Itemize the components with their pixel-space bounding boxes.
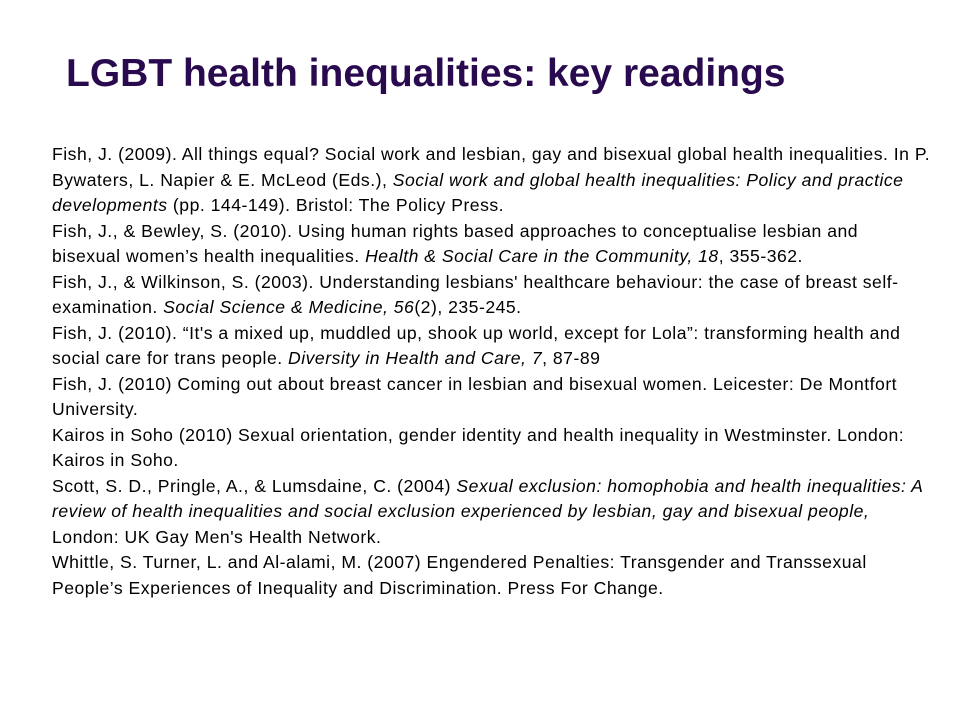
reference-italic-text: Social work and global health inequalities: Policy and practice developments [52,169,904,215]
reference-text: , 87-89 [542,348,601,368]
reference-item [52,550,932,601]
reference-italic-text: Sexual exclusion: homophobia and health inequalities: A review of health inequalities and social exclusion experienced by lesbian, gay and bisexual people, [52,475,923,521]
reference-item [52,219,932,270]
reference-text: Whittle, S. Turner, L. and Al-alami, M. (2007) Engendered Penalties: Transgender and Transsexual People’s Experiences of Inequality and Discrimination. Press For Change. [52,552,867,598]
reference-item [52,270,932,321]
reference-item [52,321,932,372]
reference-italic-text: Health & Social Care in the Community, 18 [365,246,719,266]
slide-title: LGBT health inequalities: key readings [66,52,786,95]
reference-item [52,474,932,551]
reference-item [52,142,932,219]
reference-text: Scott, S. D., Pringle, A., & Lumsdaine, C. (2004) [52,475,457,496]
reference-text: Fish, J. (2010) Coming out about breast cancer in lesbian and bisexual women. Leicester: De Montfort University. [52,373,898,419]
reference-text: (pp. 144-149). Bristol: The Policy Press. [167,195,505,215]
reference-text: Fish, J. (2010). “It's a mixed up, muddled up, shook up world, except for Lola”: transforming health and social care for trans people. [52,322,901,368]
reference-text: Fish, J., & Wilkinson, S. (2003). Understanding lesbians' healthcare behaviour: the case of breast self-examination. [52,271,899,317]
reference-text: Fish, J. (2009). All things equal? Social work and lesbian, gay and bisexual global health inequalities. In P. Bywaters, L. Napier & E. McLeod (Eds.), [52,144,931,190]
reference-italic-text: Diversity in Health and Care, 7 [288,348,543,368]
reference-text: London: UK Gay Men's Health Network. [52,526,382,547]
reference-item [52,423,932,474]
reference-italic-text: Social Science & Medicine, 56 [163,297,415,317]
reference-text: (2), 235-245. [414,297,522,317]
reference-text: Kairos in Soho (2010) Sexual orientation, gender identity and health inequality in Westminster. London: Kairos in Soho. [52,424,905,470]
reference-text: Fish, J., & Bewley, S. (2010). Using human rights based approaches to conceptualise lesbian and bisexual women’s health inequalities. [52,220,859,266]
reference-item [52,372,932,423]
reference-text: , 355-362. [718,246,803,266]
reference-list [52,142,932,601]
